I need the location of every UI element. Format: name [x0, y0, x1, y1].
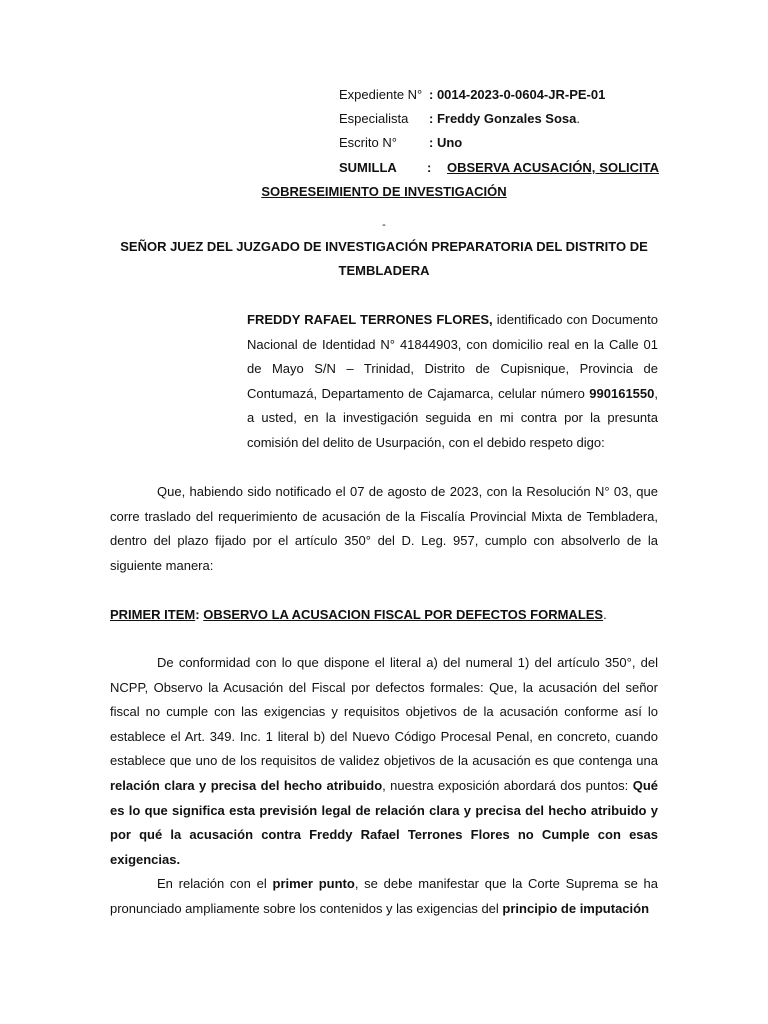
observation-bold-1: relación clara y precisa del hecho atribuido — [110, 777, 383, 793]
observation-text-2: , nuestra exposición abordará dos puntos: — [382, 777, 633, 793]
primer-item-heading — [110, 603, 607, 627]
escrito-label: Escrito N° — [339, 135, 397, 150]
paragraph-notification — [110, 480, 658, 578]
addressee-mark: - — [382, 219, 386, 231]
petitioner-name: FREDDY RAFAEL TERRONES FLORES, — [247, 312, 493, 327]
observation-text-1: De conformidad con lo que dispone el literal a) del numeral 1) del artículo 350°, del NCPP, Observo la Acusación del Fiscal por defectos formales: Que, la acusación del señor fiscal no cumple con las exigencias y requisitos objetivos de la acusación conforme así lo establece el Art. 349. Inc. 1 literal b) del Nuevo Código Procesal Penal, en concreto, cuando establece que uno de los requisitos de validez objetivos de la acusación es que contenga una — [110, 655, 658, 769]
especialista-label: Especialista — [339, 111, 409, 126]
intro-paragraph — [247, 308, 658, 456]
paragraph-notification-text: Que, habiendo sido notificado el 07 de agosto de 2023, con la Resolución N° 03, que corre traslado del requerimiento de acusación de la Fiscalía Provincial Mixta de Tembladera, dentro del plazo fijado por el artículo 350° del D. Leg. 957, cumplo con absolverlo de la siguiente manera: — [110, 484, 658, 573]
addressee-line1: SEÑOR JUEZ DEL JUZGADO DE INVESTIGACIÓN PREPARATORIA DEL DISTRITO DE — [120, 239, 648, 254]
addressee-line2: TEMBLADERA — [338, 263, 430, 278]
first-point-bold-1: primer punto — [272, 876, 355, 891]
especialista-suffix: . — [576, 111, 580, 126]
first-point-text-2: , se debe manifestar que la Corte Suprema se ha pronunciado ampliamente sobre los contenidos y las exigencias del — [110, 876, 659, 916]
sumilla-line2: SOBRESEIMIENTO DE INVESTIGACIÓN — [261, 184, 507, 199]
sumilla-row — [339, 156, 659, 180]
intro-text-1: identificado con Documento Nacional de Identidad N° 41844903, con domicilio real en la Calle 01 de Mayo S/N – Trinidad, Distrito de Cupisnique, Provincia de Contumazá, Departamento de Cajamarca, celular número — [247, 312, 658, 401]
first-point-text-1: En relación con el — [157, 876, 273, 891]
primer-item-end: . — [603, 607, 607, 622]
expediente-value: : 0014-2023-0-0604-JR-PE-01 — [429, 87, 606, 102]
primer-item-label: PRIMER ITEM — [110, 607, 196, 622]
first-point-bold-2: principio de imputación — [502, 900, 650, 916]
observation-bold-2: Qué es lo que significa esta previsión legal de relación clara y precisa del hecho atribuido y por qué la acusación contra Freddy Rafael Terrones Flores no Cumple con esas exigencias. — [110, 777, 658, 867]
expediente-row — [339, 83, 659, 107]
primer-item-colon: : — [195, 607, 200, 622]
primer-item-title: OBSERVO LA ACUSACION FISCAL POR DEFECTOS FORMALES — [203, 607, 604, 622]
sumilla-colon: : — [427, 160, 432, 175]
escrito-row — [339, 131, 659, 155]
paragraph-observation — [110, 651, 658, 872]
especialista-value: : Freddy Gonzales Sosa — [429, 111, 577, 126]
intro-text-2: , a usted, en la investigación seguida en mi contra por la presunta comisión del delito de Usurpación, con el debido respeto digo: — [247, 385, 658, 450]
expediente-label: Expediente N° — [339, 87, 423, 102]
sumilla-label: SUMILLA — [339, 160, 397, 175]
paragraph-first-point — [110, 872, 658, 921]
petitioner-phone: 990161550 — [589, 385, 655, 401]
escrito-value: : Uno — [429, 135, 463, 150]
especialista-row — [339, 107, 659, 131]
sumilla-line1: OBSERVA ACUSACIÓN, SOLICITA — [447, 160, 659, 175]
